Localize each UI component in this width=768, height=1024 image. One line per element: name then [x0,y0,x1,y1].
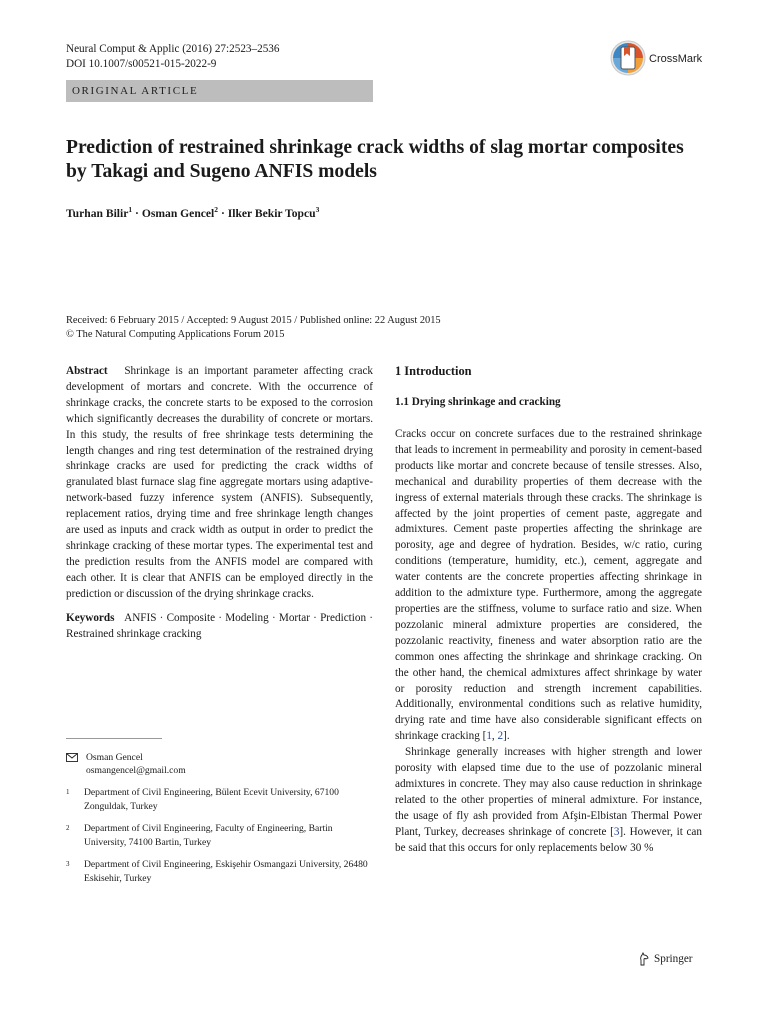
citation-separator: , [491,730,498,743]
doi[interactable]: DOI 10.1007/s00521-015-2022-9 [66,58,217,70]
springer-horse-icon [638,952,650,966]
left-column [66,364,373,885]
corresponding-email[interactable]: osmangencel@gmail.com [86,765,186,777]
history-dates: Received: 6 February 2015 / Accepted: 9 August 2015 / Published online: 22 August 2015 [66,315,441,326]
crossmark-badge[interactable] [610,40,702,76]
author-affiliation-mark: 3 [315,205,320,214]
publisher-name: Springer [654,953,693,965]
affiliation-number: 2 [66,824,70,833]
citation-link[interactable]: 3 [613,825,620,838]
author-affiliation-mark: 1 [128,205,133,214]
affiliation [66,786,373,813]
footnote-divider [66,738,162,739]
paragraph-text: Cracks occur on concrete surfaces due to the restrained shrinkage that leads to increment in permeability and porosity in cement-based products like mortar and concrete because of tensile stresses. Also, mechanical and durability properties of them decrease with the ingress of external materials through these cracks. The shrinkage is affected by the joint properties of cement paste, aggregate and admixtures. Cement paste properties affecting the shrinkage are porosity, age and degree of hydration. Besides, w/c ratio, curing conditions (temperature, humidity, etc.), cement, aggregate and water contents are the concrete properties affecting shrinkage in addition to the admixture type. Furthermore, among the aggregate properties are the stiffness, volume to surface ratio and size. When pozzolanic mineral admixture properties are considered, the pozzolanic reactivity, fineness and water absorption ratio are the common ones affecting the shrinkage and shrinkage cracking. On the other hand, the chemical admixtures affect shrinkage by water or porosity reduction and strength increment capabilities. Additionally, environmental conditions such as relative humidity, drying rate and time have also considerable significant effects on shrinkage cracking [ [395,428,702,743]
citation-link[interactable]: 2 [497,730,504,743]
body-paragraph [395,745,702,856]
affiliation [66,822,373,849]
affiliation-text: Department of Civil Engineering, Faculty of Engineering, Bartin University, 74100 Bartin, Turkey [84,823,333,848]
right-column [395,364,702,856]
author-list [66,205,319,220]
author-affiliation-mark: 2 [214,205,219,214]
affiliation-text: Department of Civil Engineering, Eskişehir Osmangazi University, 26480 Eskisehir, Turkey [84,859,368,884]
affiliation-number: 3 [66,860,70,869]
keywords [66,611,373,643]
affiliation-number: 1 [66,788,70,797]
author-separator: · [132,206,142,220]
paragraph-text: ]. However, it can be said that this occurs for only replacements below 30 % [395,825,702,854]
journal-citation: Neural Comput & Applic (2016) 27:2523–2536 [66,43,280,55]
author-name[interactable]: Ilker Bekir Topcu [227,206,316,220]
envelope-icon [66,753,78,762]
abstract-text: Shrinkage is an important parameter affecting crack development of mortars and concrete. With the occurrence of shrinkage cracks, the concrete starts to be exposed to the corrosion which significantly decreases the durability of concrete or mortars. In this study, the results of free shrinkage tests determining the length changes and ring test determination of the restrained drying shrinkage cracks are used for predicting the crack widths of granulated blast furnace slag fine aggregate mortars using adaptive-network-based fuzzy inference system (ANFIS). Subsequently, replacement ratios, drying time and free shrinkage length changes are used as inputs and crack width as output in order to predict the shrinkage cracking of these mortar types. The experimental test and the prediction results from the ANFIS model are compared with each other. It is clear that ANFIS can be employed directly in the prediction or discussion of the drying shrinkage cracks. [66,365,374,600]
copyright-line: © The Natural Computing Applications Forum 2015 [66,329,285,340]
affiliation [66,858,373,885]
crossmark-label: CrossMark [649,53,703,65]
body-paragraph [395,427,702,745]
abstract-label: Abstract [66,365,108,377]
corresponding-name: Osman Gencel [86,752,143,764]
corresponding-author [66,751,373,777]
affiliation-text: Department of Civil Engineering, Bülent Ecevit University, 67100 Zonguldak, Turkey [84,787,339,812]
subsection-heading: 1.1 Drying shrinkage and cracking [395,396,561,408]
keywords-text: ANFIS · Composite · Modeling · Mortar · Prediction · Restrained shrinkage cracking [66,611,374,640]
citation-link[interactable]: 1 [486,730,492,743]
author-separator: · [218,206,228,220]
article-title: Prediction of restrained shrinkage crack widths of slag mortar composites by Takagi and Sugeno ANFIS models [66,137,684,182]
article-type-banner: ORIGINAL ARTICLE [66,80,373,102]
author-name[interactable]: Turhan Bilir [66,206,129,220]
publisher-footer [638,952,693,966]
paragraph-text: ]. [503,730,510,743]
journal-header [66,42,279,72]
crossmark-icon [610,40,646,76]
author-name[interactable]: Osman Gencel [141,206,215,220]
section-heading: 1 Introduction [395,364,472,378]
publication-dates [66,314,441,342]
paragraph-text: Shrinkage generally increases with higher strength and lower porosity with elapsed time due to the use of pozzolanic mineral admixtures in concrete. They may also cause reduction in shrinkage related to the other properties of mineral admixture. For instance, the usage of fly ash provided from Afşin-Elbistan Thermal Power Plant, Turkey, decreases shrinkage of concrete [ [395,746,702,838]
abstract [66,364,373,603]
keywords-label: Keywords [66,611,115,624]
